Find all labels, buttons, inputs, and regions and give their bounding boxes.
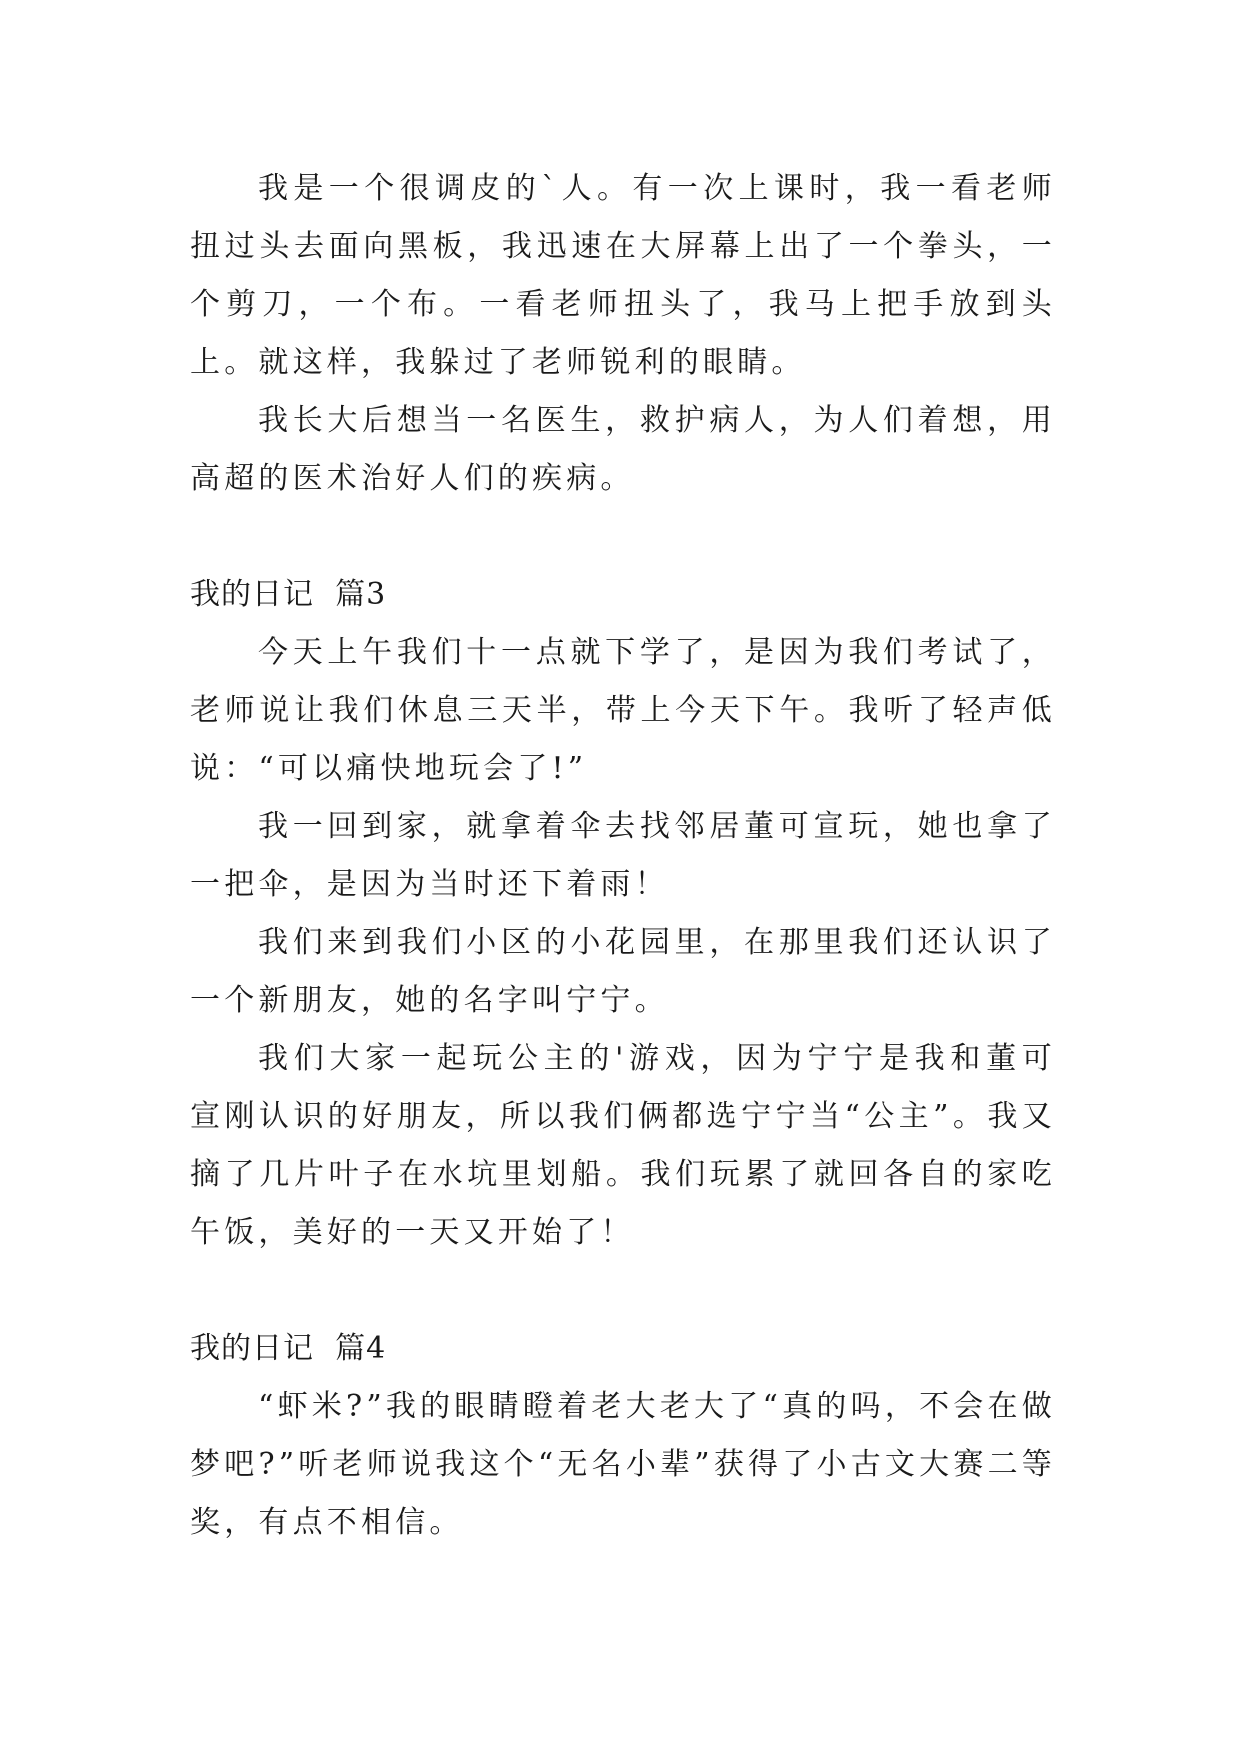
paragraph: 今天上午我们十一点就下学了，是因为我们考试了，老师说让我们休息三天半，带上今天下午。我听了轻声低说：“可以痛快地玩会了!” (190, 635, 1056, 786)
paragraph: “虾米?”我的眼睛瞪着老大老大了“真的吗，不会在做梦吧?”听老师说我这个“无名小辈”获得了小古文大赛二等奖，有点不相信。 (190, 1389, 1056, 1540)
paragraph: 我长大后想当一名医生，救护病人，为人们着想，用高超的医术治好人们的疾病。 (190, 403, 1056, 496)
section-heading: 我的日记 篇4 (190, 1331, 387, 1366)
section-gap (190, 1262, 1056, 1320)
paragraph: 我们大家一起玩公主的'游戏，因为宁宁是我和董可宣刚认识的好朋友，所以我们俩都选宁宁当“公主”。我又摘了几片叶子在水坑里划船。我们玩累了就回各自的家吃午饭，美好的一天又开始了！ (190, 1041, 1056, 1250)
section-gap (190, 508, 1056, 566)
paragraph: 我一回到家，就拿着伞去找邻居董可宣玩，她也拿了一把伞，是因为当时还下着雨！ (190, 809, 1056, 902)
paragraph: 我是一个很调皮的`人。有一次上课时，我一看老师扭过头去面向黑板，我迅速在大屏幕上出了一个拳头，一个剪刀，一个布。一看老师扭头了，我马上把手放到头上。就这样，我躲过了老师锐利的眼睛。 (190, 171, 1056, 380)
section-heading: 我的日记 篇3 (190, 577, 387, 612)
paragraph: 我们来到我们小区的小花园里，在那里我们还认识了一个新朋友，她的名字叫宁宁。 (190, 925, 1056, 1018)
document-body (190, 160, 1056, 1552)
